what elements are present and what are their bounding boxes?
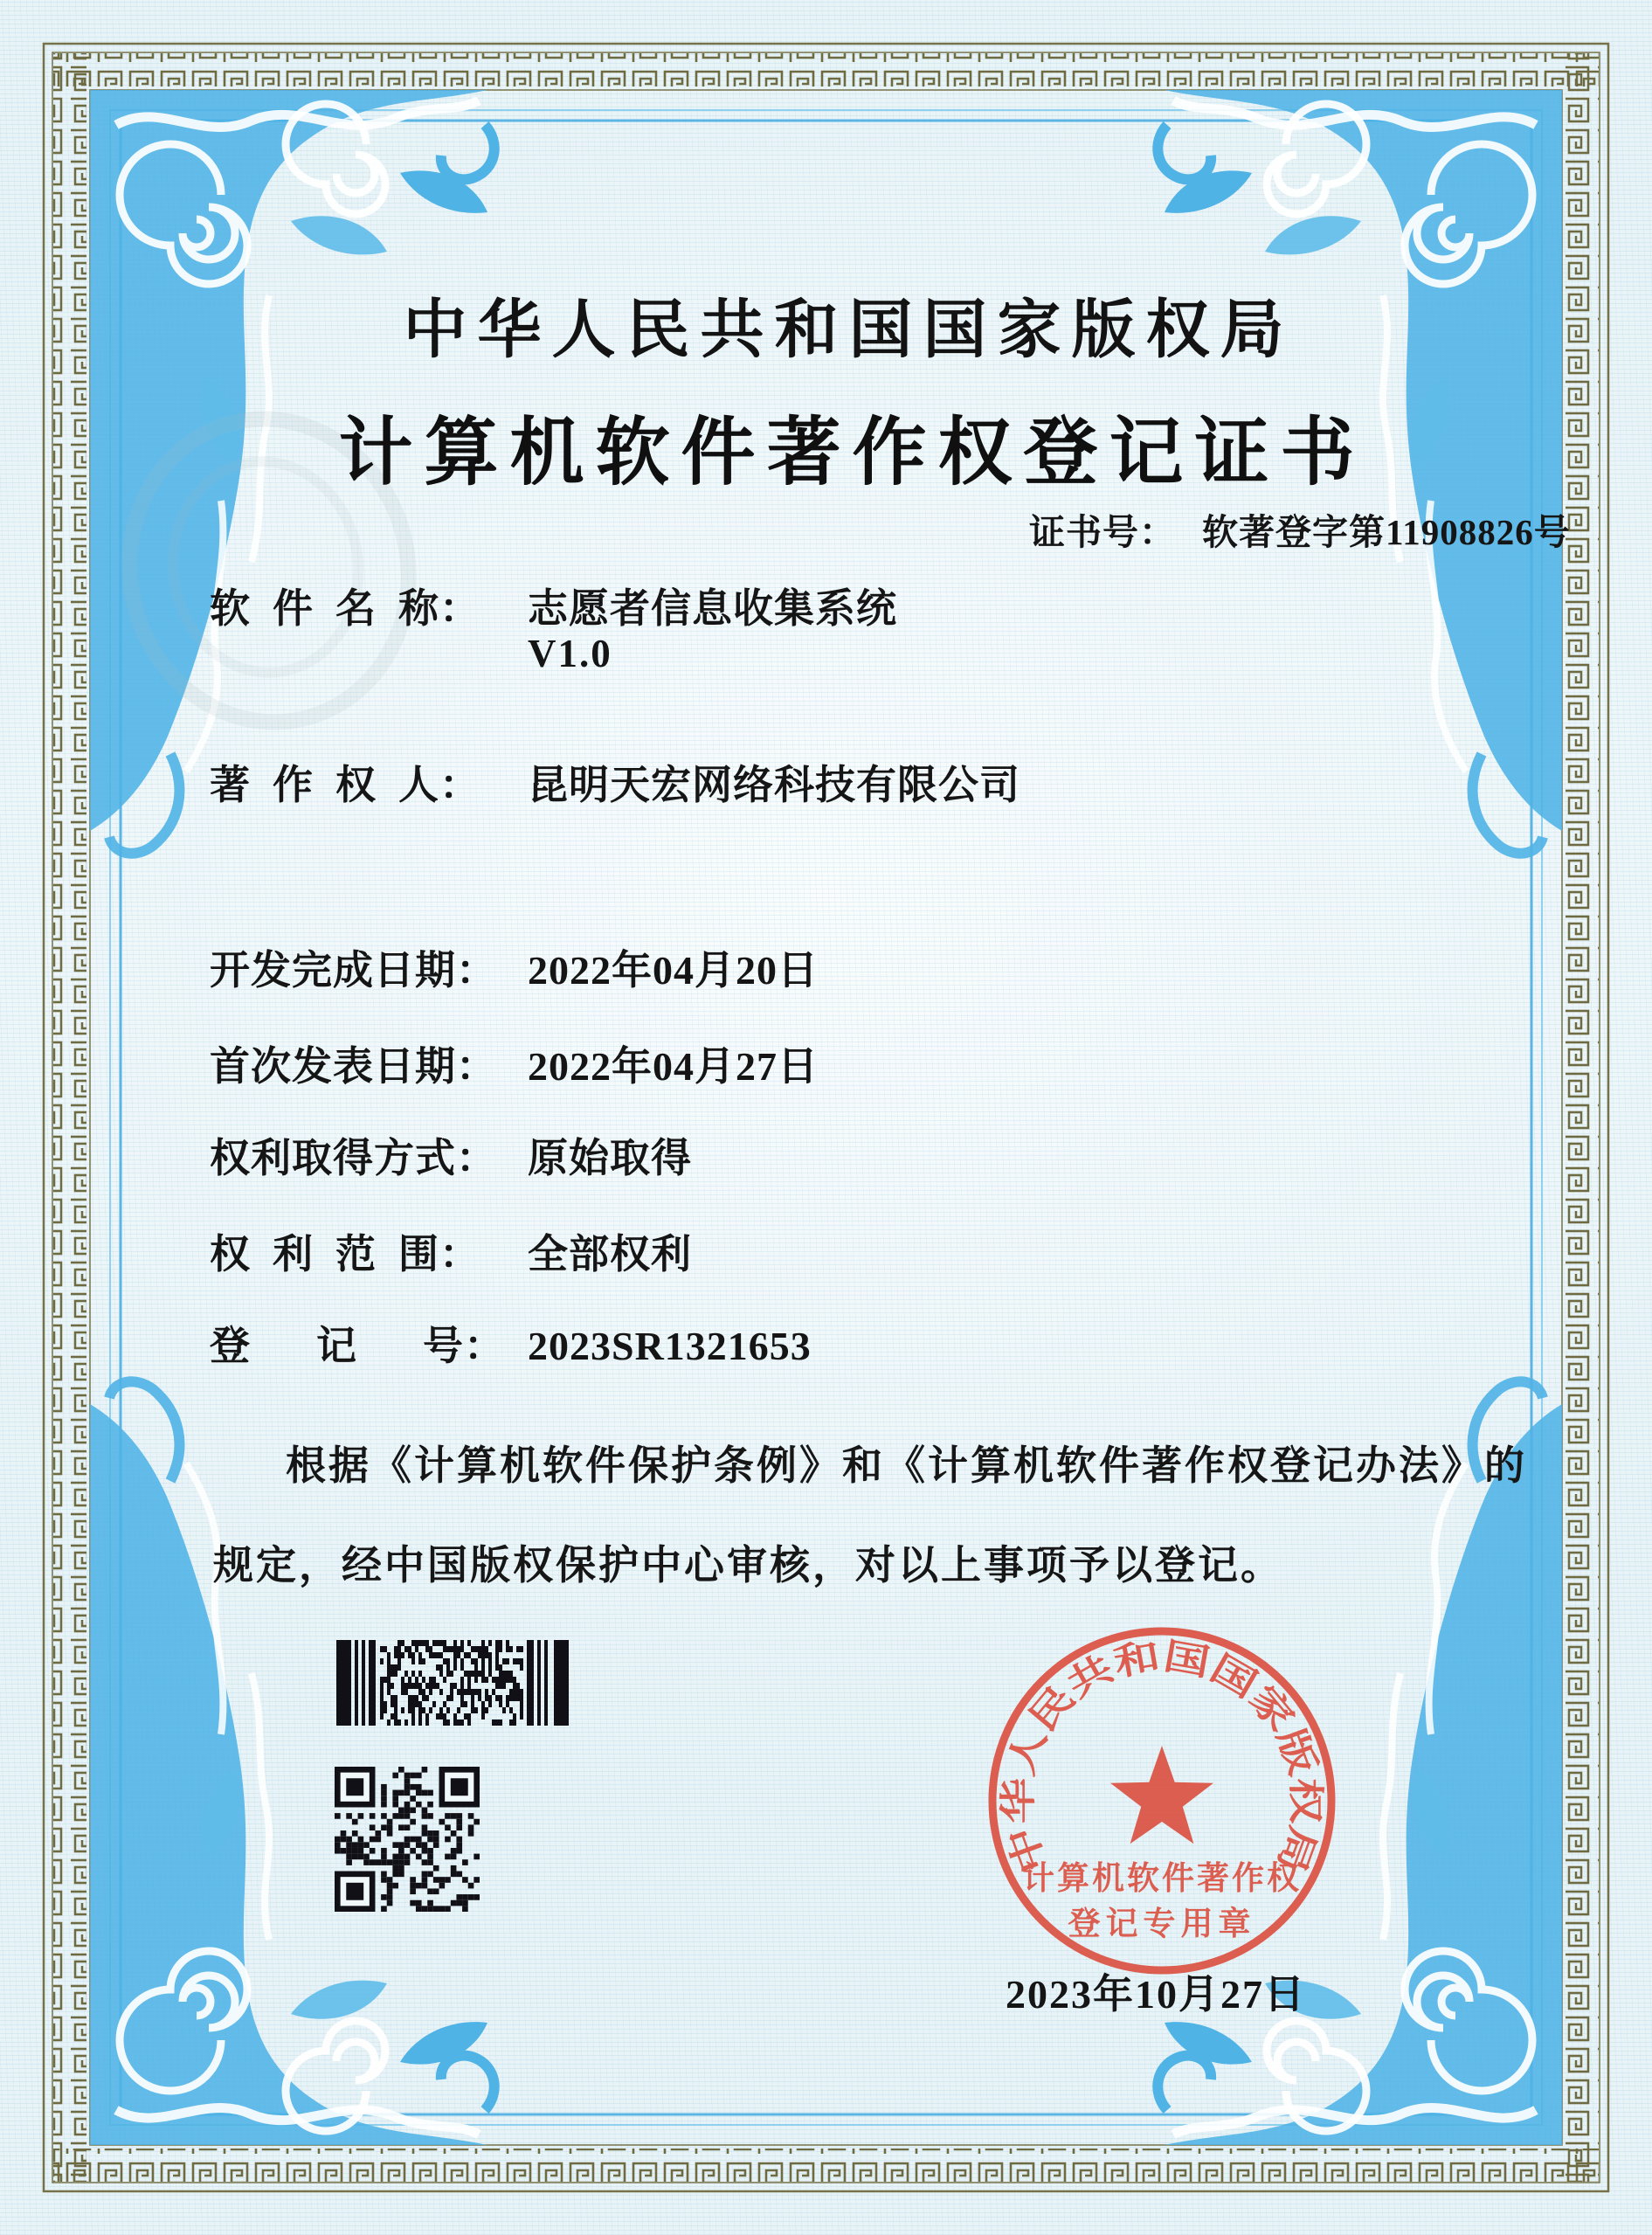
field-value: 全部权利 [528, 1232, 692, 1277]
field-row-right-scope [210, 1232, 692, 1277]
field-value: 2022年04月27日 [528, 1044, 819, 1089]
field-label: 著 作 权 人： [210, 763, 480, 807]
seal-star-icon [1110, 1746, 1213, 1844]
seal-ring-text: 中华人民共和国国家版权局 [999, 1636, 1325, 1879]
qr-code-graphic [335, 1767, 480, 1912]
field-value: 昆明天宏网络科技有限公司 [528, 763, 1020, 807]
seal-text-line1: 计算机软件著作权 [1022, 1861, 1302, 1897]
barcode-graphic [336, 1640, 569, 1726]
field-row-right-acquisition [210, 1136, 692, 1181]
authority-title: 中华人民共和国国家版权局 [403, 294, 1295, 365]
field-value: 志愿者信息收集系统 [528, 586, 897, 631]
field-row-copyright-owner [210, 763, 1020, 808]
official-red-seal [968, 1615, 1352, 2008]
field-label: 权 利 范 围： [210, 1232, 480, 1277]
certificate-title: 计算机软件著作权登记证书 [338, 412, 1366, 495]
issue-date: 2023年10月27日 [1006, 1972, 1306, 2017]
software-version: V1.0 [528, 632, 612, 675]
certificate-number-label: 证书号： [1029, 512, 1176, 552]
seal-text-line2: 登记专用章 [1068, 1906, 1256, 1942]
certificate-number-row [1029, 503, 1571, 555]
field-label: 登 记 号： [210, 1324, 505, 1368]
field-label: 软 件 名 称： [210, 586, 480, 631]
field-value: 原始取得 [528, 1136, 692, 1180]
field-row-dev-complete-date [210, 948, 819, 993]
field-label: 首次发表日期： [210, 1044, 497, 1089]
field-row-registration-number [210, 1324, 812, 1369]
field-value: 2023SR1321653 [528, 1324, 812, 1368]
field-label: 权利取得方式： [210, 1136, 497, 1180]
statement-line-2: 规定，经中国版权保护中心审核，对以上事项予以登记。 [213, 1543, 1283, 1588]
field-label: 开发完成日期： [210, 948, 497, 993]
certificate-number-value: 软著登字第11908826号 [1202, 512, 1571, 552]
statement-line-1: 根据《计算机软件保护条例》和《计算机软件著作权登记办法》的 [286, 1443, 1527, 1488]
field-value: 2022年04月20日 [528, 948, 819, 993]
field-row-software-name [210, 586, 897, 632]
field-row-first-publish-date [210, 1044, 819, 1090]
